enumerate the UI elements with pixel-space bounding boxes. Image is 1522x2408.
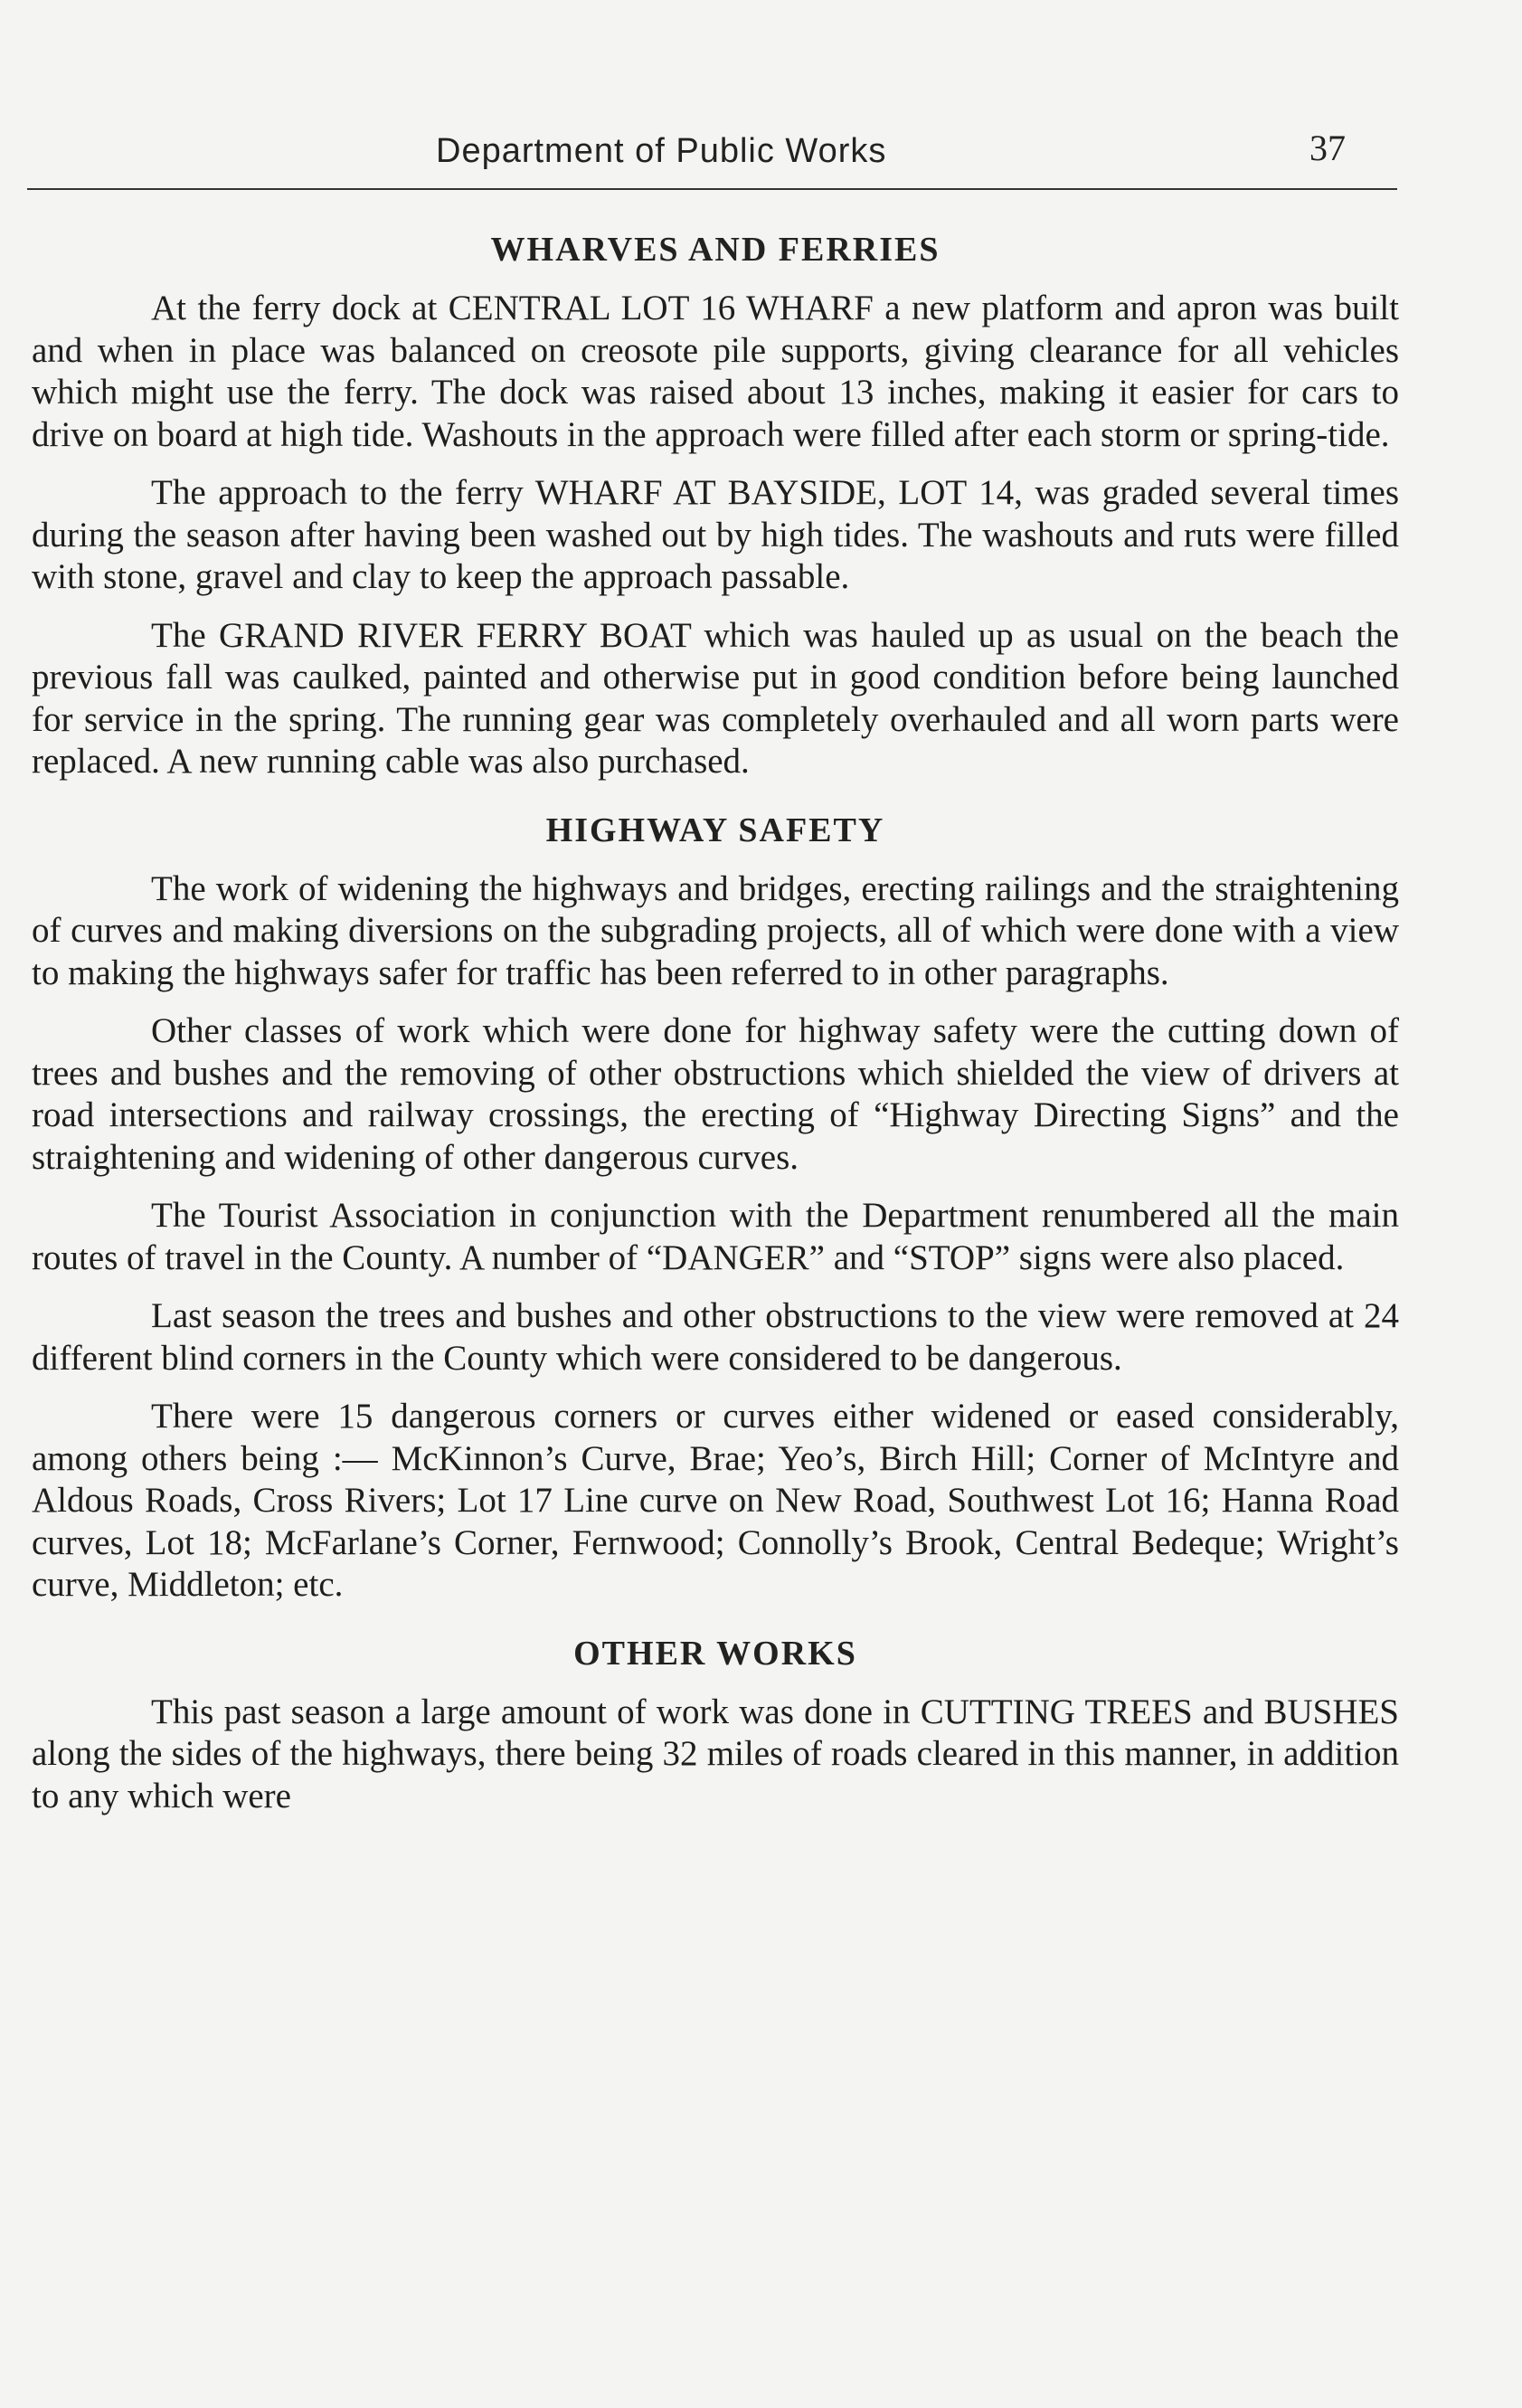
running-title: Department of Public Works: [436, 132, 887, 170]
section-heading: HIGHWAY SAFETY: [545, 811, 885, 849]
page-body: [32, 228, 1399, 1834]
paragraph: There were 15 dangerous corners or curves either widened or eased considerably, among others being :— McKinnon’s Curve, Brae; Yeo’s, Birch Hill; Corner of McIntyre and Aldous Roads, Cross Rivers; Lot 17 Line curve on New Road, Southwest Lot 16; Hanna Road curves, Lot 18; McFarlane’s Corner, Fernwood; Connolly’s Brook, Central Bedeque; Wright’s curve, Middleton; etc.: [32, 1397, 1399, 1604]
paragraph: The GRAND RIVER FERRY BOAT which was hauled up as usual on the beach the previous fall was caulked, painted and otherwise put in good condition before being launched for service in the spring. The running gear was completely overhauled and all worn parts were replaced. A new running cable was also purchased.: [32, 615, 1399, 781]
paragraph: The Tourist Association in conjunction with the Department renumbered all the main routes of travel in the County. A number of “DANGER” and “STOP” signs were also placed.: [32, 1196, 1399, 1277]
paragraph: This past season a large amount of work was done in CUTTING TREES and BUSHES along the sides of the highways, there being 32 miles of roads cleared in this manner, in addition to any which were: [32, 1692, 1399, 1815]
paragraph: The work of widening the highways and bridges, erecting railings and the straightening of curves and making diversions on the subgrading projects, all of which were done with a view to making the highways safer for traffic has been referred to in other paragraphs.: [32, 868, 1399, 992]
running-header: [0, 127, 1522, 181]
paragraph: At the ferry dock at CENTRAL LOT 16 WHARF a new platform and apron was built and when in place was balanced on creosote pile supports, giving clearance for all vehicles which might use the ferry. The dock was raised about 13 inches, making it easier for cars to drive on board at high tide. Washouts in the approach were filled after each storm or spring-tide.: [32, 289, 1399, 454]
paragraph: Other classes of work which were done for highway safety were the cutting down of trees and bushes and the removing of other obstructions which shielded the view of drivers at road intersections and railway crossings, the erecting of “Highway Directing Signs” and the straightening and widening of other dangerous curves.: [32, 1011, 1399, 1177]
page-number: 37: [1309, 128, 1346, 168]
paragraph: The approach to the ferry WHARF AT BAYSIDE, LOT 14, was graded several times during the season after having been washed out by high tides. The washouts and ruts were filled with stone, gravel and clay to keep the approach passable.: [32, 473, 1399, 596]
header-rule: [27, 188, 1397, 190]
section-heading: WHARVES AND FERRIES: [490, 231, 941, 269]
paragraph: Last season the trees and bushes and other obstructions to the view were removed at 24 different blind corners in the County which were considered to be dangerous.: [32, 1296, 1399, 1378]
section-heading: OTHER WORKS: [573, 1634, 857, 1673]
